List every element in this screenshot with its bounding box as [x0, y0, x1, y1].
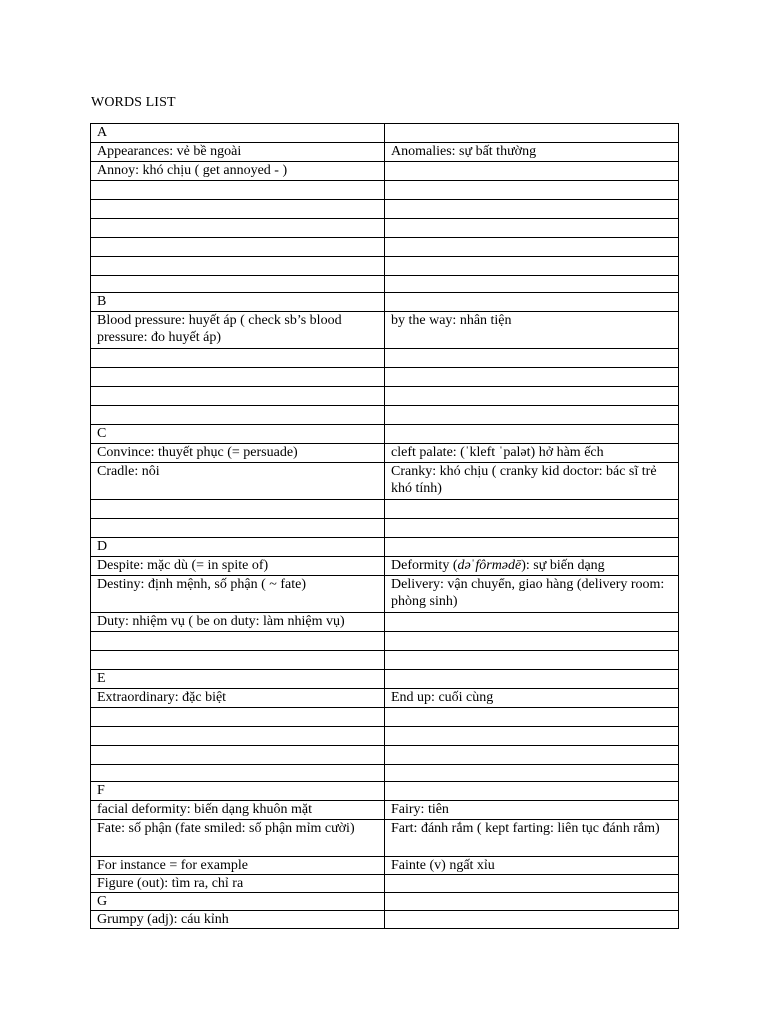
- table-row: [91, 689, 679, 708]
- table-row: [91, 765, 679, 782]
- table-row: [91, 124, 679, 143]
- table-cell: [385, 911, 679, 929]
- table-row: [91, 143, 679, 162]
- table-cell: [385, 519, 679, 538]
- table-cell: Figure (out): tìm ra, chỉ ra: [91, 875, 385, 893]
- table-cell: Delivery: vận chuyển, giao hàng (delivery room: phòng sinh): [385, 576, 679, 613]
- table-row: [91, 782, 679, 801]
- table-cell: [385, 500, 679, 519]
- pronunciation: dəˈfôrmədē: [457, 558, 522, 573]
- table-cell: [91, 257, 385, 276]
- table-row: [91, 651, 679, 670]
- table-row: [91, 857, 679, 875]
- table-cell: [91, 276, 385, 293]
- table-cell: [385, 708, 679, 727]
- table-cell: Destiny: định mệnh, số phận ( ~ fate): [91, 576, 385, 613]
- table-row: [91, 387, 679, 406]
- table-row: [91, 463, 679, 500]
- table-cell: [91, 406, 385, 425]
- table-row: [91, 181, 679, 200]
- words-table: [90, 123, 679, 929]
- table-cell: [385, 124, 679, 143]
- table-row: [91, 911, 679, 929]
- table-row: [91, 519, 679, 538]
- table-cell: [385, 727, 679, 746]
- table-row: [91, 406, 679, 425]
- table-row: [91, 200, 679, 219]
- table-cell: [385, 368, 679, 387]
- table-cell: [385, 538, 679, 557]
- section-letter-b: B: [91, 293, 385, 312]
- table-cell: facial deformity: biến dạng khuôn mặt: [91, 801, 385, 820]
- table-cell: [385, 349, 679, 368]
- table-row: [91, 893, 679, 911]
- table-row: [91, 613, 679, 632]
- table-cell: [91, 368, 385, 387]
- table-cell: Blood pressure: huyết áp ( check sb’s blood pressure: đo huyết áp): [91, 312, 385, 349]
- table-cell: Annoy: khó chịu ( get annoyed - ): [91, 162, 385, 181]
- table-row: [91, 312, 679, 349]
- table-cell: [385, 219, 679, 238]
- table-cell: [385, 257, 679, 276]
- table-cell: [385, 613, 679, 632]
- table-row: [91, 746, 679, 765]
- table-cell: [385, 238, 679, 257]
- table-cell: Grumpy (adj): cáu kỉnh: [91, 911, 385, 929]
- table-row: [91, 801, 679, 820]
- table-cell: [91, 181, 385, 200]
- table-cell: Extraordinary: đặc biệt: [91, 689, 385, 708]
- table-cell: [385, 406, 679, 425]
- table-cell: Fairy: tiên: [385, 801, 679, 820]
- table-row: [91, 238, 679, 257]
- table-cell: [385, 670, 679, 689]
- table-cell: cleft palate: (ˈkleft ˈpalət) hở hàm ếch: [385, 444, 679, 463]
- table-row: [91, 632, 679, 651]
- section-letter-e: E: [91, 670, 385, 689]
- table-cell: Convince: thuyết phục (= persuade): [91, 444, 385, 463]
- table-cell: Fate: số phận (fate smiled: số phận mỉm cười): [91, 820, 385, 857]
- table-cell: [385, 557, 679, 576]
- table-cell: [385, 875, 679, 893]
- table-cell: [91, 519, 385, 538]
- table-row: [91, 557, 679, 576]
- table-cell: [385, 746, 679, 765]
- table-cell: Appearances: vẻ bề ngoài: [91, 143, 385, 162]
- table-cell: Cradle: nôi: [91, 463, 385, 500]
- table-cell: For instance = for example: [91, 857, 385, 875]
- table-cell: [385, 181, 679, 200]
- table-cell: [385, 200, 679, 219]
- table-row: [91, 576, 679, 613]
- table-cell: Anomalies: sự bất thường: [385, 143, 679, 162]
- table-row: [91, 293, 679, 312]
- table-row: [91, 276, 679, 293]
- deformity-term: Deformity (: [391, 558, 458, 573]
- table-cell: Duty: nhiệm vụ ( be on duty: làm nhiệm vụ): [91, 613, 385, 632]
- table-row: [91, 162, 679, 181]
- table-cell: [91, 500, 385, 519]
- deformity-meaning: ): sự biến dạng: [521, 558, 605, 573]
- section-letter-d: D: [91, 538, 385, 557]
- table-cell: [385, 293, 679, 312]
- document-title: WORDS LIST: [91, 95, 176, 110]
- table-row: [91, 875, 679, 893]
- table-row: [91, 219, 679, 238]
- table-row: [91, 349, 679, 368]
- table-cell: Despite: mặc dù (= in spite of): [91, 557, 385, 576]
- table-cell: [91, 727, 385, 746]
- table-row: [91, 820, 679, 857]
- table-cell: [385, 765, 679, 782]
- section-letter-g: G: [91, 893, 385, 911]
- table-cell: [385, 387, 679, 406]
- table-cell: [385, 162, 679, 181]
- table-cell: [91, 349, 385, 368]
- table-row: [91, 538, 679, 557]
- table-cell: Fart: đánh rắm ( kept farting: liên tục đánh rắm): [385, 820, 679, 857]
- table-cell: [91, 387, 385, 406]
- table-cell: [91, 765, 385, 782]
- table-cell: [91, 746, 385, 765]
- table-row: [91, 444, 679, 463]
- table-row: [91, 500, 679, 519]
- table-row: [91, 257, 679, 276]
- table-cell: [91, 651, 385, 670]
- section-letter-a: A: [91, 124, 385, 143]
- table-row: [91, 425, 679, 444]
- table-cell: Cranky: khó chịu ( cranky kid doctor: bác sĩ trẻ khó tính): [385, 463, 679, 500]
- section-letter-c: C: [91, 425, 385, 444]
- table-cell: [385, 276, 679, 293]
- table-cell: [91, 708, 385, 727]
- table-cell: [91, 238, 385, 257]
- table-row: [91, 368, 679, 387]
- table-row: [91, 727, 679, 746]
- table-row: [91, 670, 679, 689]
- table-cell: End up: cuối cùng: [385, 689, 679, 708]
- table-cell: [91, 200, 385, 219]
- table-cell: [385, 651, 679, 670]
- table-row: [91, 708, 679, 727]
- table-cell: [385, 782, 679, 801]
- table-cell: [385, 893, 679, 911]
- table-cell: [385, 425, 679, 444]
- table-cell: Fainte (v) ngất xỉu: [385, 857, 679, 875]
- table-cell: by the way: nhân tiện: [385, 312, 679, 349]
- table-cell: [91, 632, 385, 651]
- table-cell: [91, 219, 385, 238]
- section-letter-f: F: [91, 782, 385, 801]
- table-cell: [385, 632, 679, 651]
